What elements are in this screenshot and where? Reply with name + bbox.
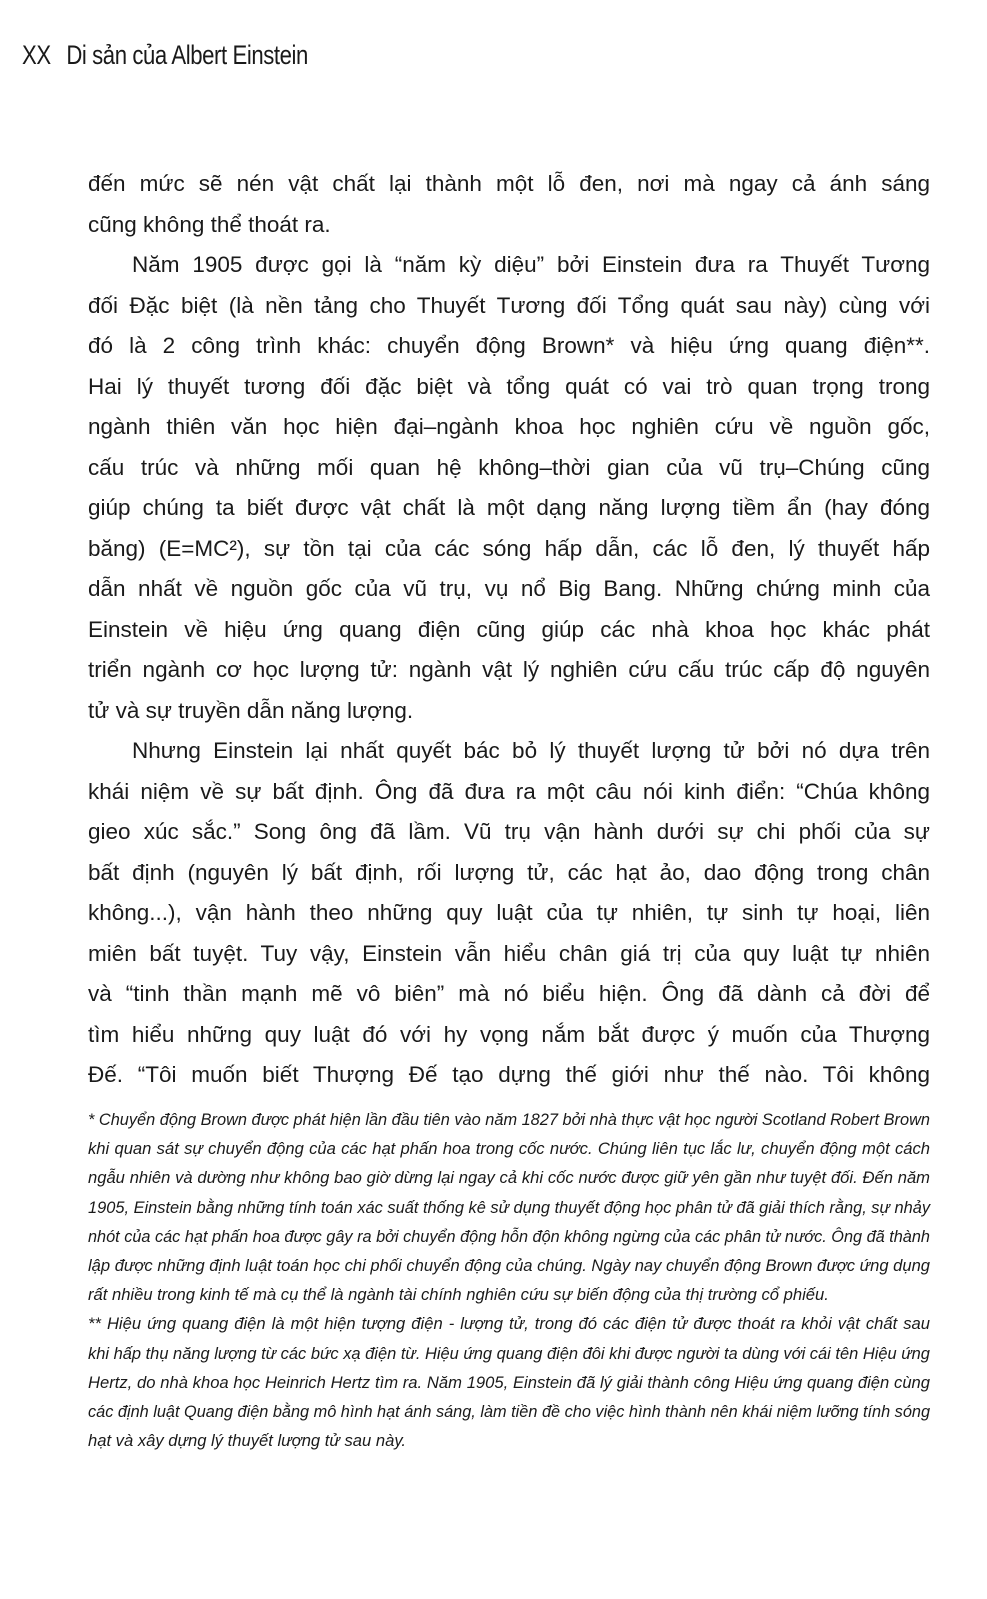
body-line: cấu trúc và những mối quan hệ không–thời gian của vũ trụ–Chúng cũng — [88, 454, 930, 480]
footnote-line: nhót của các hạt phấn hoa được gây ra bởi chuyển động hỗn độn không ngừng của các phân tử nước. Ông đã thành — [88, 1226, 930, 1246]
body-line: tử và sự truyền dẫn năng lượng. — [88, 697, 414, 723]
running-head — [22, 40, 308, 71]
body-line: đến mức sẽ nén vật chất lại thành một lỗ đen, nơi mà ngay cả ánh sáng — [88, 171, 930, 196]
footnote-line: Hertz, do nhà khoa học Heinrich Hertz tìm ra. Năm 1905, Einstein đã lý giải thành công Hiệu ứng quang điện cùng — [88, 1372, 930, 1392]
body-line: Hai lý thuyết tương đối đặc biệt và tổng quát có vai trò quan trọng trong — [88, 373, 930, 399]
body-line: cũng không thể thoát ra. — [88, 211, 331, 237]
body-line: Nhưng Einstein lại nhất quyết bác bỏ lý thuyết lượng tử bởi nó dựa trên — [132, 738, 930, 763]
body-line: Einstein về hiệu ứng quang điện cũng giúp các nhà khoa học khác phát — [88, 616, 930, 642]
body-line: tìm hiểu những quy luật đó với hy vọng nắm bắt được ý muốn của Thượng — [88, 1021, 930, 1047]
footnote-line: * Chuyển động Brown được phát hiện lần đầu tiên vào năm 1827 bởi nhà thực vật học người Scotland Robert Brown — [88, 1110, 930, 1129]
running-title: Di sản của Albert Einstein — [66, 40, 308, 70]
body-line: gieo xúc sắc.” Song ông đã lầm. Vũ trụ vận hành dưới sự chi phối của sự — [88, 819, 930, 844]
body-line: giúp chúng ta biết được vật chất là một dạng năng lượng tiềm ẩn (hay đóng — [88, 495, 930, 520]
footnotes — [88, 1105, 930, 1455]
footnote-line: ngẫu nhiên và dường như không bao giờ dừng lại ngay cả khi cốc nước được giữ yên gần như tuyệt đối. Đến năm — [88, 1168, 930, 1188]
body-text — [88, 164, 930, 1096]
body-line: không...), vận hành theo những quy luật của tự nhiên, tự sinh tự hoại, liên — [88, 900, 930, 925]
body-line: dẫn nhất về nguồn gốc của vũ trụ, vụ nổ Big Bang. Những chứng minh của — [88, 576, 930, 601]
footnote-line: khi hấp thụ năng lượng từ các bức xạ điện từ. Hiệu ứng quang điện đôi khi được người ta dùng với cái tên Hiệu ứng — [88, 1343, 930, 1363]
body-line: Đế. “Tôi muốn biết Thượng Đế tạo dựng thế giới như thế nào. Tôi không — [88, 1062, 930, 1087]
body-line: bất định (nguyên lý bất định, rối lượng tử, các hạt ảo, dao động trong chân — [88, 859, 930, 885]
body-line: khái niệm về sự bất định. Ông đã đưa ra một câu nói kinh điển: “Chúa không — [88, 778, 930, 804]
footnote-line: hạt và xây dựng lý thuyết lượng tử sau này. — [88, 1431, 407, 1451]
body-line: đối Đặc biệt (là nền tảng cho Thuyết Tương đối Tổng quát sau này) cùng với — [88, 292, 930, 318]
body-line: triển ngành cơ học lượng tử: ngành vật lý nghiên cứu cấu trúc cấp độ nguyên — [88, 657, 930, 682]
body-line: và “tinh thần mạnh mẽ vô biên” mà nó biểu hiện. Ông đã dành cả đời để — [88, 981, 930, 1006]
body-line: đó là 2 công trình khác: chuyển động Brown* và hiệu ứng quang điện**. — [88, 333, 930, 358]
footnote-line: rất nhiều trong kinh tế mà cụ thể là ngành tài chính nghiên cứu sự biến động của thị trường cổ phiếu. — [88, 1285, 829, 1305]
body-line: Năm 1905 được gọi là “năm kỳ diệu” bởi Einstein đưa ra Thuyết Tương — [132, 252, 930, 277]
footnote-line: các định luật Quang điện bằng mô hình hạt ánh sáng, làm tiền đề cho việc hình thành nên khái niệm lưỡng tính sóng — [88, 1401, 931, 1421]
body-line: ngành thiên văn học hiện đại–ngành khoa học nghiên cứu về nguồn gốc, — [88, 414, 930, 439]
footnote-line: khi quan sát sự chuyển động của các hạt phấn hoa trong cốc nước. Chúng liên tục lắc lư, chuyển động một cách — [88, 1139, 930, 1159]
footnote-line: ** Hiệu ứng quang điện là một hiện tượng điện - lượng tử, trong đó các điện tử được thoát ra khỏi vật chất sau — [88, 1314, 930, 1334]
page-number: XX — [22, 40, 51, 70]
footnote-line: 1905, Einstein bằng những tính toán xác suất thống kê sử dụng thuyết động học phân tử đã giải thích rằng, sự nhảy — [88, 1197, 931, 1217]
body-line: băng) (E=MC²), sự tồn tại của các sóng hấp dẫn, các lỗ đen, lý thuyết hấp — [88, 535, 930, 561]
footnote-line: lập được những định luật toán học chi phối chuyển động của chúng. Ngày nay chuyển động Brown được ứng dụng — [88, 1255, 931, 1275]
body-line: miên bất tuyệt. Tuy vậy, Einstein vẫn hiểu chân giá trị của quy luật tự nhiên — [88, 940, 930, 966]
